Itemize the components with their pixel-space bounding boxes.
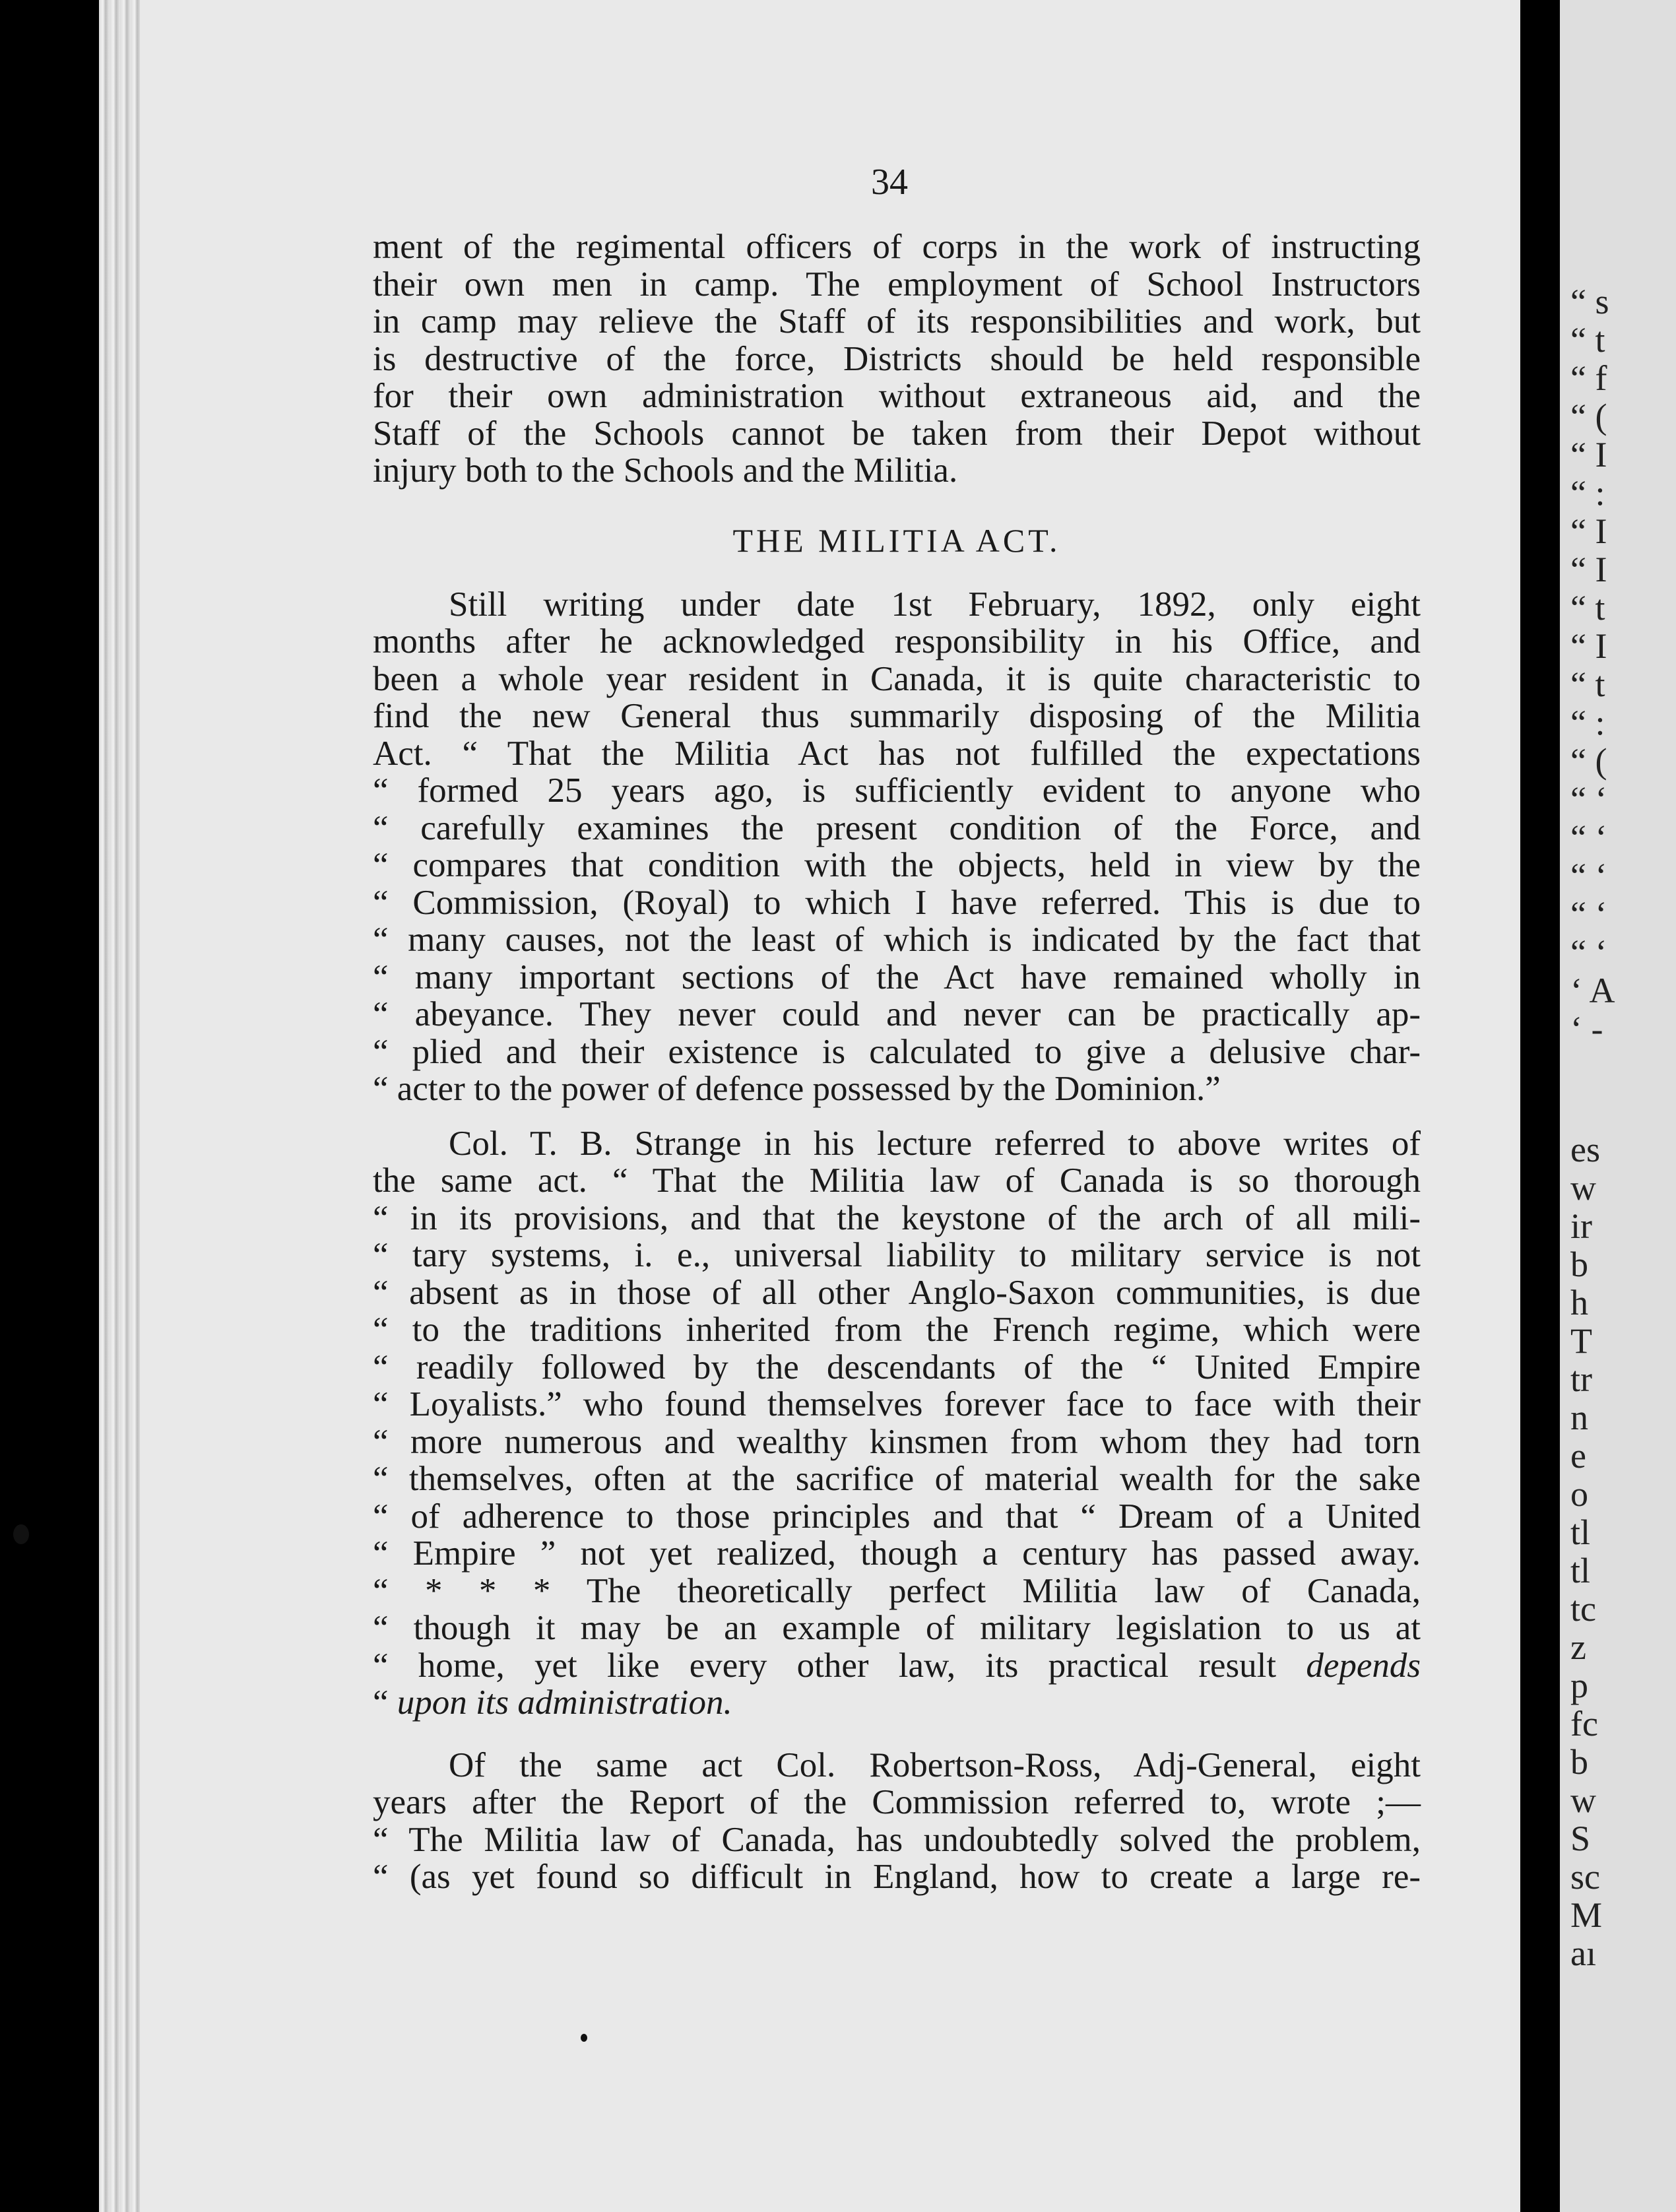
facing-text-fragment: n: [1570, 1398, 1588, 1437]
italic-text: upon its administration.: [397, 1683, 732, 1722]
facing-text-fragment: sc: [1570, 1857, 1600, 1897]
facing-page: [1560, 0, 1676, 2212]
facing-text-fragment: b: [1570, 1742, 1588, 1782]
text-line: been a whole year resident in Canada, it is quite characteristic to: [373, 659, 1421, 698]
text-line: find the new General thus summarily disposing of the Militia: [373, 697, 1421, 735]
text-line: Col. T. B. Strange in his lecture referred to above writes of: [449, 1124, 1421, 1163]
facing-text-fragment: es: [1570, 1130, 1600, 1169]
text-line: injury both to the Schools and the Militia.: [373, 451, 958, 490]
binding-strip: [99, 0, 140, 2212]
facing-text-fragment: “ I: [1570, 435, 1607, 474]
scan-speck: [581, 2034, 587, 2042]
facing-text-fragment: tr: [1570, 1359, 1592, 1399]
text-line: “ many important sections of the Act have remained wholly in: [373, 958, 1421, 996]
text-line: Of the same act Col. Robertson-Ross, Adj-General, eight: [449, 1745, 1421, 1784]
facing-text-fragment: “ ‘: [1570, 894, 1607, 934]
facing-text-fragment: “ (: [1570, 741, 1607, 781]
facing-text-fragment: “ I: [1570, 626, 1607, 666]
facing-text-fragment: w: [1570, 1168, 1596, 1208]
text-line: “ The Militia law of Canada, has undoubtedly solved the problem,: [373, 1820, 1421, 1859]
text-line: Staff of the Schools cannot be taken from their Depot without: [373, 414, 1421, 453]
facing-text-fragment: “ t: [1570, 320, 1605, 360]
text-line: “ formed 25 years ago, is sufficiently evident to anyone who: [373, 771, 1421, 810]
text-line: “ tary systems, i. e., universal liability to military service is not: [373, 1236, 1421, 1274]
text-line: months after he acknowledged responsibility in his Office, and: [373, 622, 1421, 661]
facing-text-fragment: “ ‘: [1570, 856, 1607, 895]
facing-text-fragment: z: [1570, 1627, 1586, 1667]
facing-text-fragment: “ t: [1570, 665, 1605, 704]
text-line: “ abeyance. They never could and never can be practically ap-: [373, 995, 1421, 1033]
italic-text: depends: [1306, 1646, 1421, 1685]
section-heading: THE MILITIA ACT.: [732, 521, 1061, 559]
facing-text-fragment: S: [1570, 1819, 1591, 1858]
text-line-with-italic: [373, 1647, 1421, 1685]
paragraph-gap: [373, 1108, 1421, 1125]
text-line: the same act. “ That the Militia law of Canada is so thorough: [373, 1161, 1421, 1200]
text-line: in camp may relieve the Staff of its responsibilities and work, but: [373, 302, 1421, 341]
facing-text-fragment: p: [1570, 1666, 1588, 1705]
text-line: years after the Report of the Commission referred to, wrote ;—: [373, 1783, 1421, 1821]
facing-text-fragment: tl: [1570, 1513, 1591, 1552]
text-line: “ more numerous and wealthy kinsmen from whom they had torn: [373, 1422, 1421, 1461]
facing-text-fragment: o: [1570, 1474, 1588, 1514]
facing-text-fragment: tl: [1570, 1551, 1591, 1590]
text-line: “ many causes, not the least of which is indicated by the fact that: [373, 921, 1421, 959]
text-line: “ acter to the power of defence possessed by the Dominion.”: [373, 1070, 1221, 1108]
scan-speck: [13, 1524, 29, 1544]
text-line: their own men in camp. The employment of School Instructors: [373, 265, 1421, 304]
facing-text-fragment: b: [1570, 1245, 1588, 1284]
paragraph-gap: [373, 1722, 1421, 1747]
facing-text-fragment: w: [1570, 1780, 1596, 1820]
facing-text-fragment: aı: [1570, 1934, 1596, 1973]
text-line: is destructive of the force, Districts should be held responsible: [373, 339, 1421, 378]
quote-mark: “: [373, 1683, 397, 1722]
facing-text-fragment: “ ‘: [1570, 818, 1607, 857]
page-body: [373, 228, 1421, 1896]
facing-text-fragment: T: [1570, 1321, 1592, 1361]
text-line: “ Empire ” not yet realized, though a century has passed away.: [373, 1534, 1421, 1573]
text-line: “ absent as in those of all other Anglo-Saxon communities, is due: [373, 1273, 1421, 1312]
facing-text-fragment: ‘ A: [1570, 971, 1615, 1010]
facing-text-fragment: “ :: [1570, 703, 1605, 742]
text-line: “ though it may be an example of military legislation to us at: [373, 1609, 1421, 1647]
facing-text-fragment: h: [1570, 1283, 1588, 1322]
text-line: “ themselves, often at the sacrifice of material wealth for the sake: [373, 1460, 1421, 1498]
text-line: “ carefully examines the present condition of the Force, and: [373, 808, 1421, 847]
text-line-italic: [373, 1684, 1421, 1722]
facing-text-fragment: “ s: [1570, 282, 1609, 321]
text-run: “ home, yet like every other law, its practical result: [373, 1646, 1277, 1685]
facing-text-fragment: “ f: [1570, 358, 1607, 398]
page-gutter: [1520, 0, 1560, 2212]
facing-text-fragment: “ I: [1570, 511, 1607, 551]
text-line: “ plied and their existence is calculated to give a delusive char-: [373, 1032, 1421, 1071]
facing-text-fragment: “ ‘: [1570, 779, 1607, 819]
facing-text-fragment: “ (: [1570, 397, 1607, 436]
text-line: “ of adherence to those principles and that “ Dream of a United: [373, 1497, 1421, 1536]
text-line: “ Loyalists.” who found themselves forever face to face with their: [373, 1385, 1421, 1423]
text-line: Act. “ That the Militia Act has not fulfilled the expectations: [373, 734, 1421, 773]
text-line: Still writing under date 1st February, 1892, only eight: [449, 585, 1421, 624]
facing-text-fragment: tc: [1570, 1589, 1596, 1629]
text-line: “ Commission, (Royal) to which I have referred. This is due to: [373, 883, 1421, 922]
text-line: ment of the regimental officers of corps in the work of instructing: [373, 228, 1421, 266]
facing-text-fragment: e: [1570, 1436, 1586, 1476]
facing-text-fragment: fc: [1570, 1704, 1598, 1743]
text-line: “ readily followed by the descendants of the “ United Empire: [373, 1348, 1421, 1386]
facing-text-fragment: M: [1570, 1895, 1603, 1935]
text-line: “ in its provisions, and that the keystone of the arch of all mili-: [373, 1198, 1421, 1237]
text-line: “ compares that condition with the objects, held in view by the: [373, 846, 1421, 884]
text-line: “ * * * The theoretically perfect Militia law of Canada,: [373, 1571, 1421, 1610]
facing-text-fragment: “ ‘: [1570, 932, 1607, 972]
facing-text-fragment: “ :: [1570, 473, 1605, 513]
text-line: “ (as yet found so difficult in England, how to create a large re-: [373, 1858, 1421, 1896]
page-number: 34: [871, 162, 908, 203]
facing-text-fragment: ir: [1570, 1206, 1592, 1246]
text-line: for their own administration without extraneous aid, and the: [373, 377, 1421, 415]
facing-text-fragment: “ t: [1570, 588, 1605, 628]
facing-text-fragment: “ I: [1570, 550, 1607, 589]
text-line: “ to the traditions inherited from the French regime, which were: [373, 1311, 1421, 1349]
facing-text-fragment: ‘ -: [1570, 1009, 1603, 1049]
